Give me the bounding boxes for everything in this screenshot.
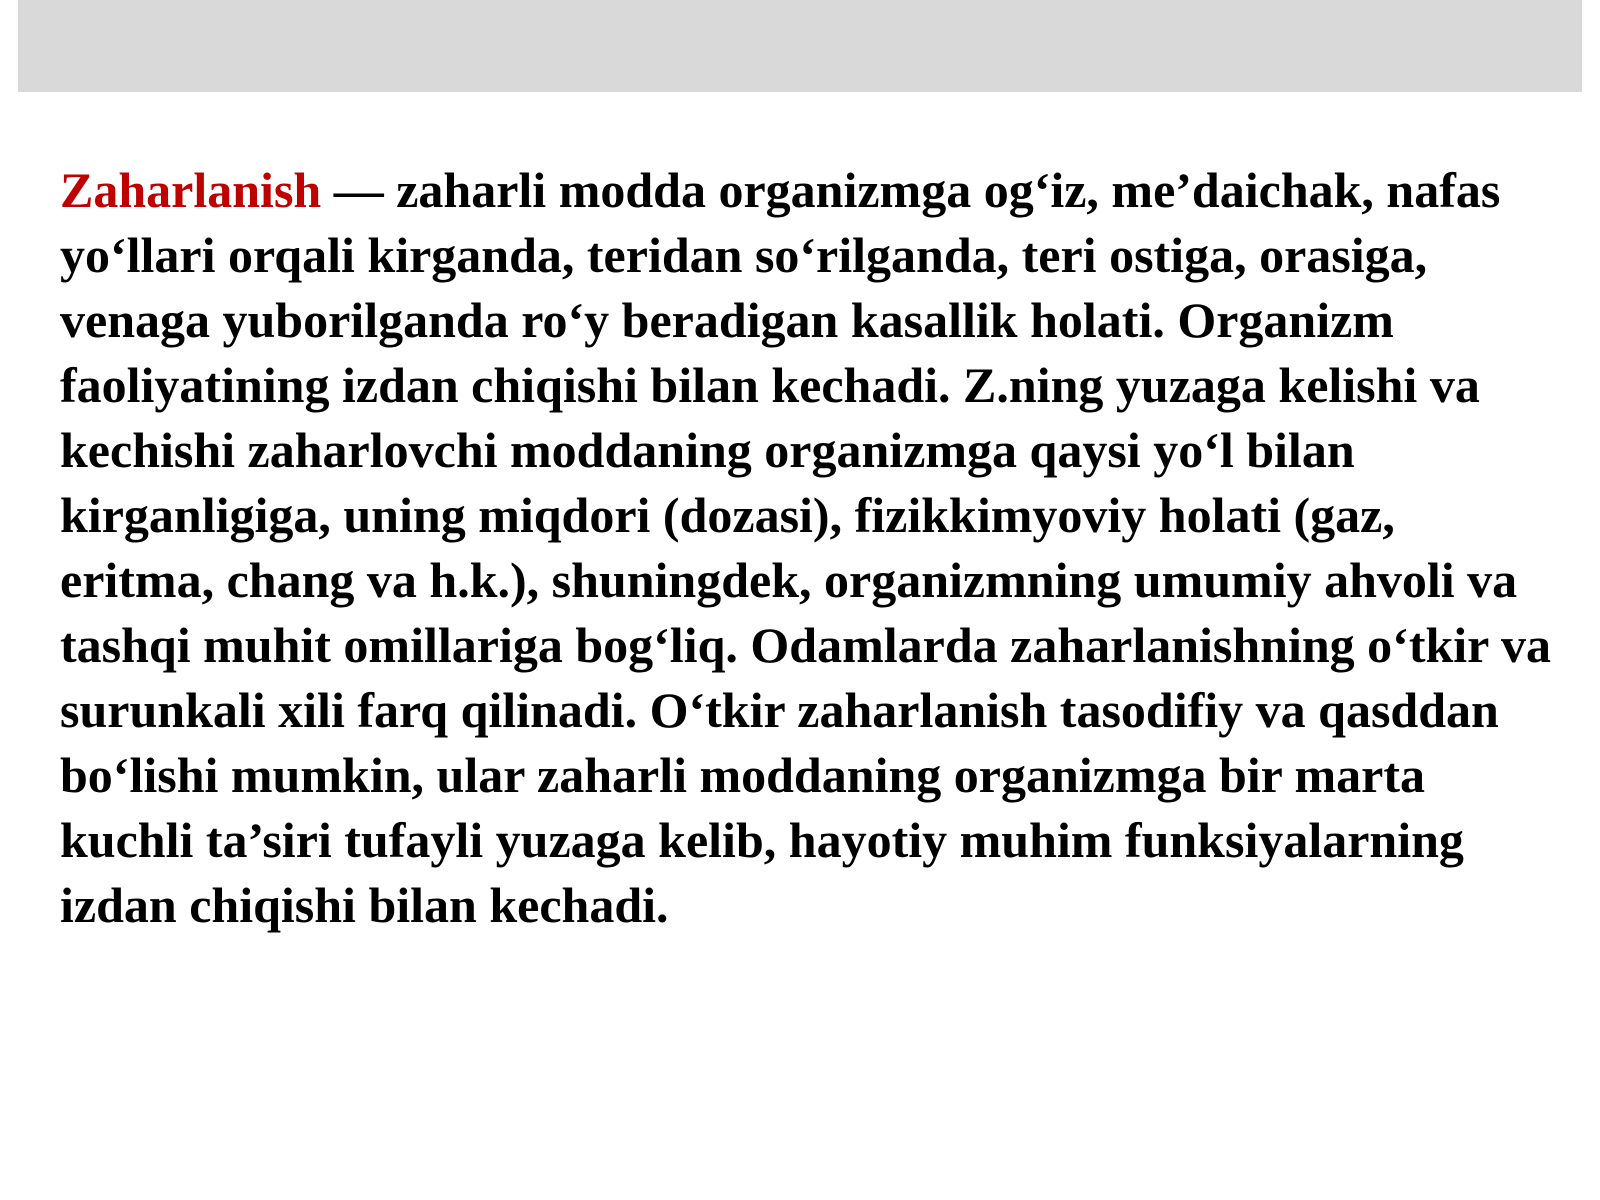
slide-body-text [60, 158, 1560, 938]
slide-header-bar [18, 0, 1582, 92]
term-highlight: Zaharlanish [60, 162, 322, 218]
definition-text: — zaharli modda organizmga og‘iz, me’daichak, nafas yo‘llari orqali kirganda, teridan so‘rilganda, teri ostiga, orasiga, venaga yuborilganda ro‘y beradigan kasallik holati. Organizm faoliyatining izdan chiqishi bilan kechadi. Z.ning yuzaga kelishi va kechishi zaharlovchi moddaning organizmga qaysi yo‘l bilan kirganligiga, uning miqdori (dozasi), fizikkimyoviy holati (gaz, eritma, chang va h.k.), shuningdek, organizmning umumiy ahvoli va tashqi muhit omillariga bog‘liq. Odamlarda zaharlanishning o‘tkir va surunkali xili farq qilinadi. O‘tkir zaharlanish tasodifiy va qasddan bo‘lishi mumkin, ular zaharli moddaning organizmga bir marta kuchli ta’siri tufayli yuzaga kelib, hayotiy muhim funksiyalarning izdan chiqishi bilan kechadi. [60, 162, 1551, 933]
